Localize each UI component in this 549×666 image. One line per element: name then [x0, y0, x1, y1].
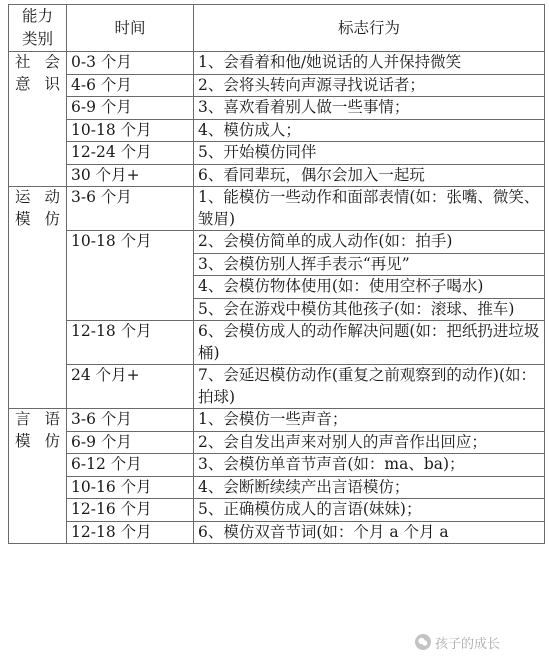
time-cell: 10-18 个月: [67, 231, 194, 321]
behavior-cell: 5、开始模仿同伴: [194, 142, 545, 165]
behavior-cell: 4、会模仿物体使用(如：使用空杯子喝水): [194, 276, 545, 299]
behavior-cell: 1、会看着和他/她说话的人并保持微笑: [194, 52, 545, 75]
behavior-cell: 6、模仿双音节词(如：个月 a 个月 a: [194, 521, 545, 544]
time-cell: 24 个月+: [67, 365, 194, 409]
table-row: [9, 187, 545, 231]
time-cell: 12-18 个月: [67, 521, 194, 544]
behavior-cell: 2、会模仿简单的成人动作(如：拍手): [194, 231, 545, 254]
table-row: [9, 52, 545, 75]
table-row: [9, 97, 545, 120]
table-row: [9, 499, 545, 522]
watermark-text: 孩子的成长: [435, 636, 501, 652]
behavior-cell: 2、会将头转向声源寻找说话者；: [194, 74, 545, 97]
behavior-cell: 5、正确模仿成人的言语(妹妹)；: [194, 499, 545, 522]
category-label: 言 语: [15, 410, 60, 428]
behavior-cell: 2、会自发出声来对别人的声音作出回应；: [194, 431, 545, 454]
behavior-cell: 4、会断断续续产出言语模仿；: [194, 476, 545, 499]
header-behavior: 标志行为: [194, 5, 545, 52]
time-cell: 4-6 个月: [67, 74, 194, 97]
behavior-cell: 3、会模仿单音节声音(如：ma、ba)；: [194, 454, 545, 477]
table-row: [9, 409, 545, 432]
header-category-line: 类别: [21, 30, 53, 48]
table-row: [9, 365, 545, 409]
behavior-cell: 3、喜欢看着别人做一些事情；: [194, 97, 545, 120]
table-row: [9, 521, 545, 544]
time-cell: 10-16 个月: [67, 476, 194, 499]
header-category-line: 能力: [21, 7, 53, 25]
behavior-cell: 7、会延迟模仿动作(重复之前观察到的动作)(如：拍球): [194, 365, 545, 409]
development-table: [8, 4, 545, 544]
category-label: 模仿: [15, 209, 60, 228]
time-cell: 3-6 个月: [67, 187, 194, 231]
behavior-cell: 5、会在游戏中模仿其他孩子(如：滚球、推车): [194, 298, 545, 321]
time-cell: 12-24 个月: [67, 142, 194, 165]
time-cell: 6-12 个月: [67, 454, 194, 477]
table-body: [9, 5, 545, 544]
table-row: [9, 142, 545, 165]
watermark: [415, 631, 543, 653]
table-row: [9, 119, 545, 142]
time-cell: 6-9 个月: [67, 97, 194, 120]
behavior-cell: 1、能模仿一些动作和面部表情(如：张嘴、微笑、皱眉): [194, 187, 545, 231]
time-cell: 6-9 个月: [67, 431, 194, 454]
category-label: 运 动: [15, 188, 60, 206]
category-label: 社 会: [15, 53, 60, 71]
behavior-cell: 1、会模仿一些声音；: [194, 409, 545, 432]
category-cell: [9, 187, 67, 409]
header-category: [9, 5, 67, 52]
behavior-cell: 4、模仿成人；: [194, 119, 545, 142]
table-row: [9, 74, 545, 97]
table-row: [9, 476, 545, 499]
behavior-cell: 3、会模仿别人挥手表示“再见”: [194, 253, 545, 276]
category-label: 模仿: [15, 431, 60, 450]
table-row: [9, 164, 545, 187]
header-row: [9, 5, 545, 52]
category-cell: [9, 52, 67, 187]
table-row: [9, 321, 545, 365]
wechat-icon: [415, 634, 431, 650]
table-row: [9, 431, 545, 454]
time-cell: 10-18 个月: [67, 119, 194, 142]
table-row: [9, 454, 545, 477]
category-label: 意识: [15, 74, 60, 93]
time-cell: 3-6 个月: [67, 409, 194, 432]
behavior-cell: 6、会模仿成人的动作解决问题(如：把纸扔进垃圾桶): [194, 321, 545, 365]
category-cell: [9, 409, 67, 544]
behavior-cell: 6、看同辈玩，偶尔会加入一起玩: [194, 164, 545, 187]
time-cell: 12-18 个月: [67, 321, 194, 365]
table-row: [9, 231, 545, 254]
time-cell: 12-16 个月: [67, 499, 194, 522]
time-cell: 0-3 个月: [67, 52, 194, 75]
time-cell: 30 个月+: [67, 164, 194, 187]
header-time: 时间: [67, 5, 194, 52]
